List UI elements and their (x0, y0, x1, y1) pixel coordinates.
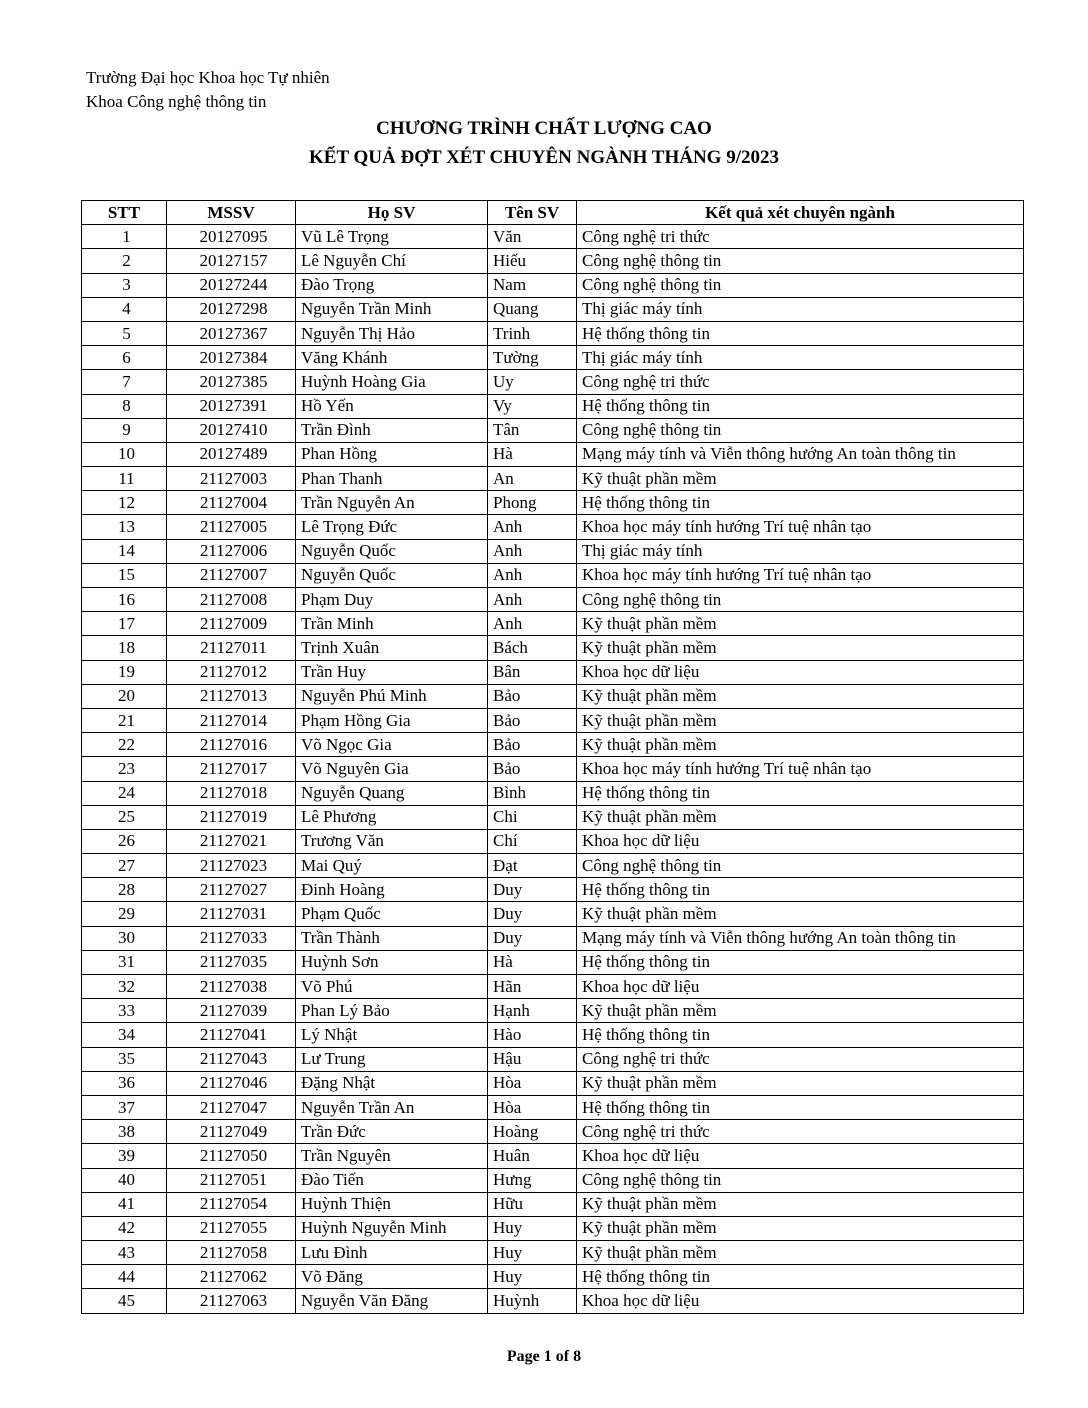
cell-mssv: 20127489 (167, 442, 296, 466)
cell-mssv: 21127047 (167, 1095, 296, 1119)
document-subtitle: KẾT QUẢ ĐỢT XÉT CHUYÊN NGÀNH THÁNG 9/2023 (309, 147, 779, 168)
cell-ho: Trần Đình (296, 418, 488, 442)
cell-mssv: 21127012 (167, 660, 296, 684)
cell-stt: 44 (82, 1265, 167, 1289)
cell-mssv: 20127391 (167, 394, 296, 418)
cell-ho: Lưu Đình (296, 1241, 488, 1265)
cell-ten: Trinh (488, 321, 577, 345)
cell-mssv: 21127033 (167, 926, 296, 950)
cell-stt: 20 (82, 684, 167, 708)
cell-stt: 42 (82, 1216, 167, 1240)
cell-result: Kỹ thuật phần mềm (577, 1216, 1024, 1240)
cell-mssv: 21127062 (167, 1265, 296, 1289)
cell-stt: 1 (82, 225, 167, 249)
cell-ten: Tường (488, 346, 577, 370)
cell-ten: An (488, 467, 577, 491)
cell-stt: 32 (82, 975, 167, 999)
cell-ho: Phan Hồng (296, 442, 488, 466)
cell-mssv: 21127043 (167, 1047, 296, 1071)
cell-result: Kỹ thuật phần mềm (577, 636, 1024, 660)
table-row (82, 999, 1024, 1023)
cell-mssv: 20127244 (167, 273, 296, 297)
cell-mssv: 21127013 (167, 684, 296, 708)
cell-result: Hệ thống thông tin (577, 394, 1024, 418)
cell-ho: Huỳnh Thiện (296, 1192, 488, 1216)
cell-ten: Hà (488, 442, 577, 466)
cell-ho: Huỳnh Sơn (296, 950, 488, 974)
cell-ten: Vy (488, 394, 577, 418)
cell-mssv: 21127023 (167, 854, 296, 878)
cell-stt: 29 (82, 902, 167, 926)
cell-mssv: 21127038 (167, 975, 296, 999)
table-row (82, 733, 1024, 757)
cell-ho: Nguyễn Quốc (296, 563, 488, 587)
cell-stt: 25 (82, 805, 167, 829)
cell-result: Kỹ thuật phần mềm (577, 1071, 1024, 1095)
cell-mssv: 21127055 (167, 1216, 296, 1240)
cell-ho: Đào Tiến (296, 1168, 488, 1192)
cell-result: Công nghệ tri thức (577, 1047, 1024, 1071)
cell-ten: Anh (488, 588, 577, 612)
cell-ho: Nguyễn Văn Đăng (296, 1289, 488, 1313)
cell-ten: Anh (488, 612, 577, 636)
cell-result: Công nghệ tri thức (577, 225, 1024, 249)
table-row (82, 902, 1024, 926)
col-header-ho: Họ SV (296, 201, 488, 225)
cell-result: Công nghệ thông tin (577, 854, 1024, 878)
cell-mssv: 21127046 (167, 1071, 296, 1095)
results-table (81, 200, 1024, 1314)
cell-result: Công nghệ thông tin (577, 1168, 1024, 1192)
table-row (82, 950, 1024, 974)
table-body (82, 225, 1024, 1313)
cell-stt: 23 (82, 757, 167, 781)
cell-ten: Hậu (488, 1047, 577, 1071)
cell-stt: 14 (82, 539, 167, 563)
cell-ten: Bân (488, 660, 577, 684)
cell-ho: Nguyễn Quang (296, 781, 488, 805)
table-row (82, 1047, 1024, 1071)
cell-ho: Huỳnh Nguyễn Minh (296, 1216, 488, 1240)
cell-ten: Bình (488, 781, 577, 805)
table-row (82, 612, 1024, 636)
cell-result: Kỹ thuật phần mềm (577, 999, 1024, 1023)
cell-result: Khoa học máy tính hướng Trí tuệ nhân tạo (577, 757, 1024, 781)
cell-ho: Lê Trọng Đức (296, 515, 488, 539)
cell-stt: 16 (82, 588, 167, 612)
cell-ho: Huỳnh Hoàng Gia (296, 370, 488, 394)
cell-ho: Lê Phương (296, 805, 488, 829)
cell-ten: Anh (488, 539, 577, 563)
cell-ho: Hồ Yến (296, 394, 488, 418)
cell-mssv: 21127021 (167, 829, 296, 853)
cell-stt: 43 (82, 1241, 167, 1265)
cell-mssv: 21127009 (167, 612, 296, 636)
cell-result: Công nghệ thông tin (577, 249, 1024, 273)
cell-stt: 33 (82, 999, 167, 1023)
cell-mssv: 21127011 (167, 636, 296, 660)
cell-ho: Võ Nguyên Gia (296, 757, 488, 781)
cell-mssv: 21127008 (167, 588, 296, 612)
cell-result: Mạng máy tính và Viễn thông hướng An toàn thông tin (577, 442, 1024, 466)
cell-ho: Trần Đức (296, 1120, 488, 1144)
cell-stt: 36 (82, 1071, 167, 1095)
table-row (82, 1071, 1024, 1095)
header-university: Trường Đại học Khoa học Tự nhiên (86, 68, 330, 87)
table-row (82, 491, 1024, 515)
cell-ho: Trương Văn (296, 829, 488, 853)
cell-ho: Đào Trọng (296, 273, 488, 297)
cell-result: Hệ thống thông tin (577, 1023, 1024, 1047)
cell-mssv: 21127035 (167, 950, 296, 974)
table-row (82, 781, 1024, 805)
table-row (82, 225, 1024, 249)
cell-mssv: 21127019 (167, 805, 296, 829)
cell-ten: Huy (488, 1241, 577, 1265)
cell-result: Thị giác máy tính (577, 297, 1024, 321)
cell-ho: Trần Huy (296, 660, 488, 684)
table-row (82, 346, 1024, 370)
cell-result: Hệ thống thông tin (577, 878, 1024, 902)
table-row (82, 1216, 1024, 1240)
cell-ho: Trần Nguyên (296, 1144, 488, 1168)
cell-ten: Duy (488, 902, 577, 926)
cell-stt: 24 (82, 781, 167, 805)
col-header-stt: STT (82, 201, 167, 225)
cell-ho: Phan Lý Bảo (296, 999, 488, 1023)
cell-mssv: 20127385 (167, 370, 296, 394)
cell-mssv: 21127004 (167, 491, 296, 515)
table-row (82, 249, 1024, 273)
document-title: CHƯƠNG TRÌNH CHẤT LƯỢNG CAO (376, 118, 712, 139)
cell-result: Kỹ thuật phần mềm (577, 708, 1024, 732)
cell-stt: 10 (82, 442, 167, 466)
cell-result: Khoa học dữ liệu (577, 660, 1024, 684)
cell-ten: Bảo (488, 708, 577, 732)
cell-ho: Trần Nguyễn An (296, 491, 488, 515)
table-row (82, 708, 1024, 732)
table-row (82, 926, 1024, 950)
cell-ten: Uy (488, 370, 577, 394)
cell-ho: Nguyễn Quốc (296, 539, 488, 563)
cell-ho: Lư Trung (296, 1047, 488, 1071)
cell-result: Khoa học dữ liệu (577, 1144, 1024, 1168)
table-row (82, 539, 1024, 563)
table-row (82, 418, 1024, 442)
cell-stt: 28 (82, 878, 167, 902)
table-row (82, 1289, 1024, 1313)
cell-ten: Hòa (488, 1071, 577, 1095)
cell-ten: Bảo (488, 733, 577, 757)
cell-ten: Hà (488, 950, 577, 974)
cell-result: Kỹ thuật phần mềm (577, 733, 1024, 757)
table-row (82, 442, 1024, 466)
table-row (82, 515, 1024, 539)
cell-result: Kỹ thuật phần mềm (577, 902, 1024, 926)
cell-ten: Tân (488, 418, 577, 442)
cell-mssv: 20127367 (167, 321, 296, 345)
cell-result: Công nghệ thông tin (577, 418, 1024, 442)
cell-result: Công nghệ tri thức (577, 370, 1024, 394)
cell-stt: 40 (82, 1168, 167, 1192)
cell-stt: 34 (82, 1023, 167, 1047)
cell-stt: 7 (82, 370, 167, 394)
cell-stt: 21 (82, 708, 167, 732)
cell-ho: Phan Thanh (296, 467, 488, 491)
cell-ten: Văn (488, 225, 577, 249)
table-row (82, 1023, 1024, 1047)
cell-result: Hệ thống thông tin (577, 491, 1024, 515)
cell-ho: Lý Nhật (296, 1023, 488, 1047)
cell-stt: 31 (82, 950, 167, 974)
table-row (82, 854, 1024, 878)
cell-ho: Văng Khánh (296, 346, 488, 370)
table-row (82, 1192, 1024, 1216)
table-row (82, 636, 1024, 660)
cell-stt: 37 (82, 1095, 167, 1119)
cell-result: Kỹ thuật phần mềm (577, 467, 1024, 491)
cell-ho: Nguyễn Trần An (296, 1095, 488, 1119)
cell-ho: Trần Minh (296, 612, 488, 636)
page-number: Page 1 of 8 (506, 1348, 582, 1365)
cell-result: Khoa học máy tính hướng Trí tuệ nhân tạo (577, 515, 1024, 539)
cell-mssv: 21127050 (167, 1144, 296, 1168)
cell-stt: 39 (82, 1144, 167, 1168)
cell-result: Khoa học dữ liệu (577, 1289, 1024, 1313)
cell-stt: 6 (82, 346, 167, 370)
cell-mssv: 21127027 (167, 878, 296, 902)
cell-mssv: 21127039 (167, 999, 296, 1023)
cell-ho: Lê Nguyễn Chí (296, 249, 488, 273)
cell-ho: Vũ Lê Trọng (296, 225, 488, 249)
cell-ten: Hoàng (488, 1120, 577, 1144)
cell-mssv: 21127016 (167, 733, 296, 757)
cell-mssv: 21127041 (167, 1023, 296, 1047)
table-row (82, 588, 1024, 612)
cell-ten: Duy (488, 878, 577, 902)
table-row (82, 297, 1024, 321)
table-row (82, 467, 1024, 491)
cell-mssv: 21127051 (167, 1168, 296, 1192)
cell-ho: Đặng Nhật (296, 1071, 488, 1095)
cell-ten: Phong (488, 491, 577, 515)
cell-ho: Phạm Duy (296, 588, 488, 612)
cell-mssv: 21127049 (167, 1120, 296, 1144)
cell-ho: Võ Ngọc Gia (296, 733, 488, 757)
cell-result: Khoa học dữ liệu (577, 829, 1024, 853)
table-row (82, 878, 1024, 902)
cell-result: Mạng máy tính và Viễn thông hướng An toàn thông tin (577, 926, 1024, 950)
table-row (82, 1120, 1024, 1144)
cell-mssv: 21127014 (167, 708, 296, 732)
cell-result: Kỹ thuật phần mềm (577, 805, 1024, 829)
table-row (82, 370, 1024, 394)
cell-stt: 26 (82, 829, 167, 853)
cell-result: Hệ thống thông tin (577, 1095, 1024, 1119)
table-header-row (82, 201, 1024, 225)
cell-result: Kỹ thuật phần mềm (577, 1241, 1024, 1265)
table-row (82, 757, 1024, 781)
cell-stt: 8 (82, 394, 167, 418)
cell-ten: Duy (488, 926, 577, 950)
cell-ten: Chí (488, 829, 577, 853)
cell-ten: Huy (488, 1216, 577, 1240)
cell-stt: 27 (82, 854, 167, 878)
cell-result: Công nghệ thông tin (577, 273, 1024, 297)
table-row (82, 563, 1024, 587)
cell-stt: 11 (82, 467, 167, 491)
cell-ho: Trần Thành (296, 926, 488, 950)
cell-ho: Đinh Hoàng (296, 878, 488, 902)
cell-result: Hệ thống thông tin (577, 950, 1024, 974)
cell-result: Hệ thống thông tin (577, 1265, 1024, 1289)
cell-ho: Trịnh Xuân (296, 636, 488, 660)
cell-stt: 13 (82, 515, 167, 539)
table-row (82, 1265, 1024, 1289)
table-row (82, 1144, 1024, 1168)
cell-result: Công nghệ tri thức (577, 1120, 1024, 1144)
cell-mssv: 21127054 (167, 1192, 296, 1216)
cell-ten: Hiếu (488, 249, 577, 273)
table-row (82, 684, 1024, 708)
cell-ten: Hữu (488, 1192, 577, 1216)
cell-result: Kỹ thuật phần mềm (577, 684, 1024, 708)
cell-result: Kỹ thuật phần mềm (577, 1192, 1024, 1216)
cell-stt: 19 (82, 660, 167, 684)
table-row (82, 975, 1024, 999)
cell-mssv: 21127005 (167, 515, 296, 539)
cell-mssv: 21127058 (167, 1241, 296, 1265)
cell-ten: Hào (488, 1023, 577, 1047)
cell-ho: Nguyễn Trần Minh (296, 297, 488, 321)
cell-stt: 9 (82, 418, 167, 442)
col-header-mssv: MSSV (167, 201, 296, 225)
cell-ho: Mai Quý (296, 854, 488, 878)
cell-result: Thị giác máy tính (577, 539, 1024, 563)
cell-ten: Bảo (488, 684, 577, 708)
cell-mssv: 20127410 (167, 418, 296, 442)
cell-mssv: 21127003 (167, 467, 296, 491)
table-row (82, 273, 1024, 297)
cell-ho: Nguyễn Thị Hảo (296, 321, 488, 345)
cell-ho: Nguyễn Phú Minh (296, 684, 488, 708)
cell-ten: Đạt (488, 854, 577, 878)
cell-result: Khoa học dữ liệu (577, 975, 1024, 999)
cell-mssv: 20127298 (167, 297, 296, 321)
cell-result: Khoa học máy tính hướng Trí tuệ nhân tạo (577, 563, 1024, 587)
cell-ten: Anh (488, 515, 577, 539)
cell-ten: Bảo (488, 757, 577, 781)
cell-mssv: 21127063 (167, 1289, 296, 1313)
cell-mssv: 20127384 (167, 346, 296, 370)
col-header-result: Kết quả xét chuyên ngành (577, 201, 1024, 225)
cell-mssv: 21127031 (167, 902, 296, 926)
table-row (82, 1168, 1024, 1192)
cell-stt: 2 (82, 249, 167, 273)
table-row (82, 394, 1024, 418)
cell-stt: 41 (82, 1192, 167, 1216)
cell-stt: 17 (82, 612, 167, 636)
cell-ten: Hạnh (488, 999, 577, 1023)
cell-stt: 22 (82, 733, 167, 757)
cell-result: Thị giác máy tính (577, 346, 1024, 370)
cell-stt: 5 (82, 321, 167, 345)
cell-stt: 38 (82, 1120, 167, 1144)
cell-ho: Phạm Hồng Gia (296, 708, 488, 732)
cell-stt: 4 (82, 297, 167, 321)
cell-ten: Nam (488, 273, 577, 297)
cell-stt: 35 (82, 1047, 167, 1071)
table-row (82, 829, 1024, 853)
table-row (82, 1095, 1024, 1119)
cell-ten: Huân (488, 1144, 577, 1168)
cell-ten: Hãn (488, 975, 577, 999)
cell-stt: 30 (82, 926, 167, 950)
table-row (82, 321, 1024, 345)
cell-mssv: 20127157 (167, 249, 296, 273)
col-header-ten: Tên SV (488, 201, 577, 225)
cell-mssv: 21127017 (167, 757, 296, 781)
cell-ten: Anh (488, 563, 577, 587)
cell-ten: Huỳnh (488, 1289, 577, 1313)
cell-stt: 15 (82, 563, 167, 587)
cell-ten: Huy (488, 1265, 577, 1289)
cell-ho: Võ Phú (296, 975, 488, 999)
cell-result: Công nghệ thông tin (577, 588, 1024, 612)
cell-stt: 18 (82, 636, 167, 660)
cell-ten: Hưng (488, 1168, 577, 1192)
cell-ten: Bách (488, 636, 577, 660)
cell-stt: 3 (82, 273, 167, 297)
cell-mssv: 21127018 (167, 781, 296, 805)
cell-stt: 12 (82, 491, 167, 515)
cell-mssv: 21127006 (167, 539, 296, 563)
table-row (82, 660, 1024, 684)
cell-stt: 45 (82, 1289, 167, 1313)
table-row (82, 805, 1024, 829)
cell-mssv: 20127095 (167, 225, 296, 249)
cell-result: Kỹ thuật phần mềm (577, 612, 1024, 636)
cell-ho: Võ Đăng (296, 1265, 488, 1289)
cell-mssv: 21127007 (167, 563, 296, 587)
cell-result: Hệ thống thông tin (577, 781, 1024, 805)
cell-ho: Phạm Quốc (296, 902, 488, 926)
cell-ten: Chi (488, 805, 577, 829)
cell-result: Hệ thống thông tin (577, 321, 1024, 345)
cell-ten: Hòa (488, 1095, 577, 1119)
cell-ten: Quang (488, 297, 577, 321)
table-row (82, 1241, 1024, 1265)
header-faculty: Khoa Công nghệ thông tin (86, 92, 267, 111)
